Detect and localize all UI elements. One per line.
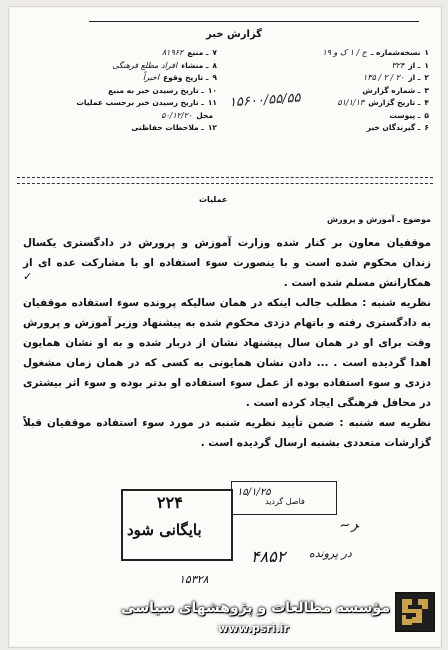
signature-scribble: ~ﺮ — [337, 515, 360, 535]
header-row: ۱۱ ـ تاریخ رسیدن خبر برحسب عملیات — [76, 98, 217, 107]
header-row: ۶ ـ گیرندگان خبر — [366, 123, 429, 132]
filed-label: فاصل گردید — [265, 497, 305, 506]
header-row: محل ۵۰/۱۲/۲۰ — [161, 110, 213, 120]
header-row: ۸ ـ منشاء افراد مطلع فرهنگی — [112, 60, 217, 70]
header-row: ۱۲ ـ ملاحظات حفاظتی — [131, 123, 217, 132]
header-row: ۱۰ ـ تاریخ رسیدن خبر به منبع — [108, 85, 217, 95]
paragraph-opinion-1: نظریه شنبه : مطلب جالب اینکه در همان سالیکه پرونده سوء استفاده موقفیان به دادگستری رفته و باتهام دزدی محکوم شده به پیشنهاد وزیر آموزش و پرورش وقت برای او در همان سال پیشنهاد نشان از دربار شده و به او نشان همایون اهدا گردیده است . ... دادن نشان همایونی به کسی که در همان زمان مشغول دزدی و سوء استفاده بوده از عمل سوء استفاده او بدتر بوده و سوء اثر بیشتری در محافل فرهنگی ایجاد کرده است . — [23, 297, 431, 409]
header-row: ۳ ـ شماره گزارش — [362, 85, 429, 95]
footer-org-name: مؤسسه مطالعات و پژوهشهای سیاسی — [121, 600, 390, 616]
header-row: ۲ ـ از ۲۰ / ۲ / ۱۳۵ — [363, 73, 429, 82]
header-right-block — [229, 47, 429, 135]
archive-stamp-text: بایگانی شود — [127, 521, 202, 539]
bottom-number: ۱۵۳۲۸ — [179, 573, 209, 586]
header-row: ۱ ـ از ۳۲۴ — [391, 60, 429, 70]
header-row: ۹ ـ تاریخ وقوع اخیراً — [142, 73, 217, 82]
psri-logo — [395, 592, 435, 632]
header-top-rule — [89, 21, 419, 22]
footer-url[interactable]: www.psri.ir — [218, 622, 289, 635]
header-row: ۷ ـ منبع ۸۱۹۶۲ — [161, 48, 217, 57]
header-row: ۱ نسخه‌شماره ـ ج / ۱ ک و ۱۹ — [322, 48, 429, 57]
margin-note: در پرونده — [309, 547, 352, 560]
header-bottom-rule — [17, 177, 433, 178]
header-row: ۵ ـ پیوست — [389, 110, 429, 120]
header-left-block — [21, 47, 217, 135]
date-stamp-value: ۱۵/۱/۲۵ — [237, 487, 271, 498]
archive-number: ۴۸۵۲ — [251, 547, 286, 566]
report-topic: موضوع ـ آموزش و پرورش — [327, 215, 431, 224]
header-row: ۴ ـ تاریخ گزارش ۵۱/۱/۱۳ — [337, 98, 429, 107]
paragraph-summary: موقفیان معاون بر کنار شده وزارت آموزش و پرورش در دادگستری یکسال زندان محکوم شده است و با ینصورت سوء استفاده او با مشارکت عده ای از همکارانش مسلم شده است . — [23, 237, 431, 289]
margin-check-mark: ✓ — [23, 270, 33, 283]
report-title: گزارش خبر — [205, 29, 262, 40]
paragraph-opinion-2: نظریه سه شنبه : ضمن تأیید نظریه شنبه در مورد سوء استفاده موقفیان قبلاً گزارشات متعددی بشنبه ارسال گردیده است . — [23, 417, 431, 449]
document-page — [8, 6, 442, 648]
psri-logo-icon — [396, 593, 434, 631]
report-body — [23, 233, 431, 453]
report-number-handwritten: ۱۵۶۰۰/۵۵/۵۵ — [228, 90, 302, 111]
header-bottom-rule-2 — [17, 183, 433, 184]
section-tag: عملیات — [199, 195, 228, 204]
archive-stamp-number: ۲۲۴ — [157, 493, 183, 512]
